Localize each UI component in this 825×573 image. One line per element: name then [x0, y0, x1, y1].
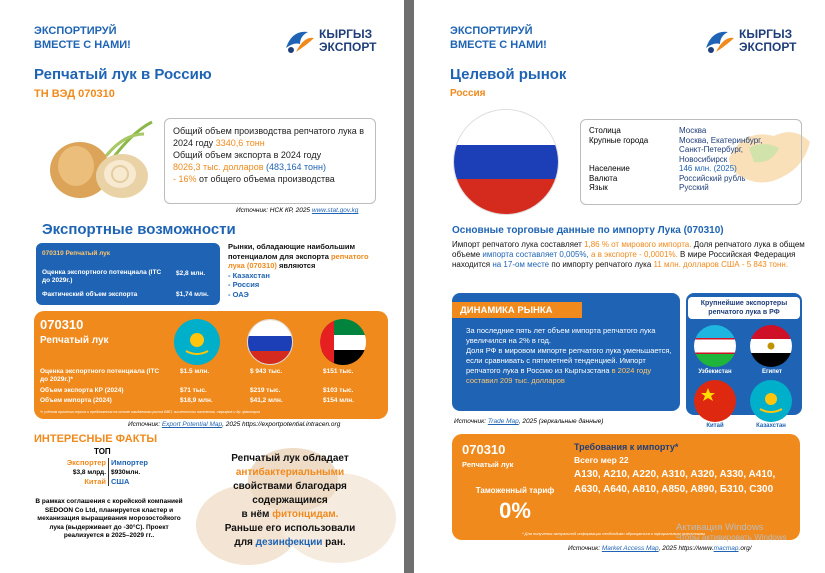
page-left: [0, 0, 404, 573]
top-exporters-box: Крупнейшие экспортеры репчатого лука в РФ Узбекистан Египет: [686, 293, 802, 415]
trade-data-title: Основные торговые данные по импорту Лука (070310): [452, 225, 724, 236]
russia-flag: [247, 319, 293, 365]
trade-data-text: Импорт репчатого лука составляет 1,86 % от мирового импорта. Доля репчатого лука в общем объеме импорта составляет 0,005%, а в экспорте - 0,0001%. В мире Российская Федерация находится на 17-ом месте по импорту репчатого лука 11 млн. долларов США - 5 843 тонн.: [452, 240, 805, 269]
source-stat: Источник: НСК КР, 2025 www.stat.gov.kg: [236, 207, 359, 214]
agreement-text: В рамках соглашения с корейской компанией SEDOON Co Ltd, планируется кластер и механизация выращивания морозостойкого лука (выдерживает до -30°С). Проект реализуется в 2025–2029 гг..: [35, 498, 183, 539]
uae-flag: [320, 319, 366, 365]
market-dynamics-box: ДИНАМИКА РЫНКА За последние пять лет объем импорта репчатого лука увеличился на 2% в год. Доля РФ в мировом импорте репчатого лука уменьшается, если сравнивать с пятилетней тенденцией. Импорт репчатого лука в Россию из Кыргызстана в 2024 году составил 209 тыс. долларов: [452, 293, 680, 411]
logo-bird-icon: [282, 26, 316, 56]
slogan: ЭКСПОРТИРУЙ ВМЕСТЕ С НАМИ!: [34, 25, 131, 51]
russia-large-flag: [454, 110, 558, 214]
top-markets: Рынки, обладающие наибольшим потенциалом для экспорта репчатого лука (070310) являются - Казахстан - Россия - ОАЭ: [228, 242, 369, 299]
source-macmap: Источник: Market Access Map, 2025 https://www.macmap.org/: [568, 545, 752, 552]
top-importer: Импортер $930млн. США: [111, 458, 148, 486]
egypt-flag: [750, 325, 792, 367]
antibacterial-fact: Репчатый лук обладает антибактериальными свойствами благодаря содержащимся в нём фитонцидам. Раньше его использовали для дезинфекции ран.: [224, 453, 356, 548]
kyrgyz-export-logo: КЫРГЫЗ ЭКСПОРТ: [282, 26, 377, 56]
production-summary-box: Общий объем производства репчатого лука в 2024 году 3340,6 тонн Общий объем экспорта в 2024 году 8026,3 тыс. долларов (483,164 тонн) - 16% от общего объема производства: [164, 118, 376, 204]
source-trade-map: Источник: Trade Map, 2025 (зеркальные данные): [454, 418, 604, 425]
page-title: Репчатый лук в Россию: [34, 66, 212, 83]
macmap-link[interactable]: macmap: [713, 545, 739, 552]
facts-top: ТОП: [94, 447, 111, 456]
country-potential-card: 070310 Репчатый лук Оценка экспортного потенциала (ITC до 2029г.)* Объем экспорта КР (2024) Объем импорта (2024) $1.5 млн. $71 тыс. $18,9 млн. $ 943 тыс. $219 тыс. $41,2 млн. $151 тыс. $103 тыс. $154 млн. *с учётом прогноза спроса и предложения на основе ожидаемого роста ВВП, численности населения, тарифов и др. факторов: [34, 311, 388, 419]
export-potential-link[interactable]: Export Potential Map: [161, 421, 223, 428]
kazakhstan-flag: [174, 319, 220, 365]
facts-divider: [108, 458, 109, 486]
onion-illustration: [40, 112, 162, 204]
market-access-map-link[interactable]: Market Access Map: [601, 545, 659, 552]
opportunities-title: Экспортные возможности: [42, 221, 236, 238]
country-info-box: Столица Москва Крупные города Москва, Екатеринбург, Санкт-Петербург, Новосибирск Население 146 млн. (2025) Валюта Российский рубль Язык Русский: [580, 119, 802, 205]
page-right: ЭКСПОРТИРУЙ ВМЕСТЕ С НАМИ! КЫРГЫЗ ЭКСПОРТ Целевой рынок Россия Столица Москва Крупные города Москва, Екатеринбург, Санкт-Петербург, Новосибирск Население 146 млн. (2025) Валюта Российский рубль Язык Русский Основные торговые данные по импорту Лука (070310) Импорт репчатого лука составляет 1,86 % от мирового импорта. Доля репчатого лука в общем объеме импорта составляет 0,005%, а в экспорте - 0,0001%. В мире Российская Федерация находится на 17-ом месте по импорту репчатого лука 11 млн. долларов США - 5 843 тонн. ДИНАМИКА РЫНКА За последние пять лет объем импорта репчатого лука увеличился на 2% в год. Доля РФ в мировом импорте репчатого лука уменьшается, если сравнивать с пятилетней тенденцией. Импорт репчатого лука в Россию из Кыргызстана в 2024 году составил 209 тыс. долларов Крупнейшие экспортеры репчатого лука в РФ Узбекистан Египет Китай Казахстан Источник: Trade Map, 2025 (зеркальные данные) 070310 Репчатый лук Таможенный тариф 0% Требования к импорту* Всего мер 22 A130, A210, A220, A310, A320, A330, A410, A630, A640, A810, A850, A890, Б310, C300 * Для получения актуальной информации необходимо обращаться к официальным источникам Источник: Market Access Map, 2025 https://www.macmap.org/ Активация Windows Чтобы активировать Windows: [414, 0, 825, 573]
uzbekistan-flag: [694, 325, 736, 367]
source-export-potential: Источник: Export Potential Map, 2025 https://exportpotential.intracen.org: [128, 421, 341, 428]
export-potential-box: 070310 Репчатый лук Оценка экспортного потенциала (ITC до 2029г.) $2,8 млн. Фактический объем экспорта $1,74 млн.: [36, 243, 220, 305]
trade-map-link[interactable]: Trade Map: [487, 418, 519, 425]
facts-title: ИНТЕРЕСНЫЕ ФАКТЫ: [34, 433, 158, 445]
hs-code: ТН ВЭД 070310: [34, 88, 115, 100]
logo-bird-icon: [702, 26, 736, 56]
china-flag: [694, 380, 736, 422]
stat-link[interactable]: www.stat.gov.kg: [311, 207, 359, 214]
windows-activation-watermark: Активация Windows Чтобы активировать Windows: [676, 522, 787, 542]
top-exporter: Экспортер $3,8 млрд. Китай: [66, 458, 106, 486]
kyrgyz-export-logo: КЫРГЫЗ ЭКСПОРТ: [702, 26, 797, 56]
kazakhstan-flag: [750, 380, 792, 422]
country-name: Россия: [450, 88, 486, 99]
slogan: ЭКСПОРТИРУЙ ВМЕСТЕ С НАМИ!: [450, 25, 547, 51]
import-requirements-card: 070310 Репчатый лук Таможенный тариф 0% Требования к импорту* Всего мер 22 A130, A210, A220, A310, A320, A330, A410, A630, A640, A810, A850, A890, Б310, C300 * Для получения актуальной информации необходимо обращаться к официальным источникам: [452, 434, 800, 540]
page-title: Целевой рынок: [450, 66, 567, 83]
